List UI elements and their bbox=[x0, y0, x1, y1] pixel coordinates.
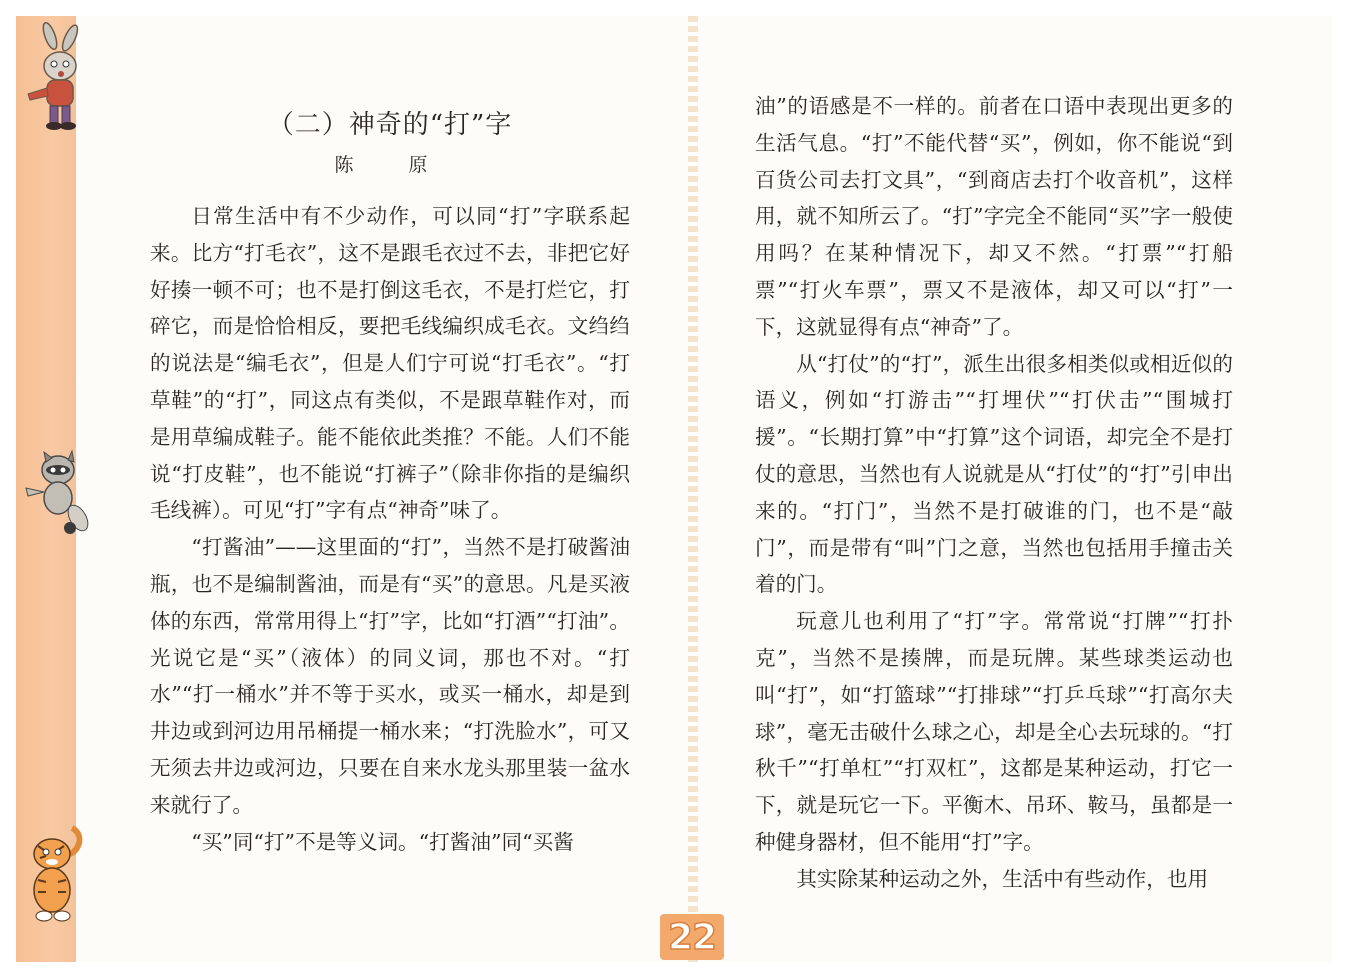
article-title: （二）神奇的“打”字 bbox=[267, 110, 513, 140]
tiger-mascot-icon bbox=[14, 820, 94, 935]
paragraph: 日常生活中有不少动作，可以同“打”字联系起来。比方“打毛衣”，这不是跟毛衣过不去，非把它好好揍一顿不可；也不是打倒这毛衣，不是打烂它，打碎它，而是恰恰相反，要把毛线编织成毛衣。文绉绉的说法是“编毛衣”，但是人们宁可说“打毛衣”。“打草鞋”的“打”，同这点有类似，不是跟草鞋作对，而是用草编成鞋子。能不能依此类推？不能。人们不能说“打皮鞋”，也不能说“打裤子”（除非你指的是编织毛线裤）。可见“打”字有点“神奇”味了。 bbox=[150, 204, 630, 523]
paragraph: 从“打仗”的“打”，派生出很多相类似或相近似的语义，例如“打游击”“打埋伏”“打伏击”“围城打援”。“长期打算”中“打算”这个词语，却完全不是打仗的意思，当然也有人说就是从“打仗”的“打”引申出来的。“打门”，当然不是打破谁的门，也不是“敲门”，而是带有“叫”门之意，当然也包括用手撞击关着的门。 bbox=[755, 351, 1233, 597]
paragraph: “打酱油”——这里面的“打”，当然不是打破酱油瓶，也不是编制酱油，而是有“买”的意思。凡是买液体的东西，常常用得上“打”字，比如“打酒”“打油”。光说它是“买”（液体）的同义词，那也不对。“打水”“打一桶水”并不等于买水，或买一桶水，却是到井边或到河边用吊桶提一桶水来；“打洗脸水”，可又无须去井边或河边，只要在自来水龙头那里装一盆水来就行了。 bbox=[150, 535, 630, 817]
paragraph: 玩意儿也利用了“打”字。常常说“打牌”“打扑克”，当然不是揍牌，而是玩牌。某些球类运动也叫“打”，如“打篮球”“打排球”“打乒乓球”“打高尔夫球”，毫无击破什么球之心，却是全心去玩球的。“打秋千”“打单杠”“打双杠”，这都是某种运动，打它一下，就是玩它一下。平衡木、吊环、鞍马，虽都是一种健身器材，但不能用“打”字。 bbox=[755, 609, 1233, 854]
left-column-text bbox=[150, 198, 630, 860]
rabbit-mascot-icon bbox=[14, 22, 94, 132]
author-name: 陈 原 bbox=[334, 154, 446, 176]
paragraph: “买”同“打”不是等义词。“打酱油”同“买酱 bbox=[191, 829, 574, 854]
page-number: 22 bbox=[660, 914, 724, 960]
page-gutter bbox=[688, 16, 698, 962]
paragraph-continuation: 油”的语感是不一样的。前者在口语中表现出更多的生活气息。“打”不能代替“买”，例如，你不能说“到百货公司去打文具”，“到商店去打个收音机”，这样用，就不知所云了。“打”字完全不能同“买”字一般使用吗？在某种情况下，却又不然。“打票”“打船票”“打火车票”，票又不是液体，却又可以“打”一下，这就显得有点“神奇”了。 bbox=[755, 94, 1233, 339]
raccoon-mascot-icon bbox=[16, 448, 96, 538]
paragraph: 其实除某种运动之外，生活中有些动作，也用 bbox=[796, 866, 1209, 891]
right-column-text bbox=[755, 88, 1233, 898]
